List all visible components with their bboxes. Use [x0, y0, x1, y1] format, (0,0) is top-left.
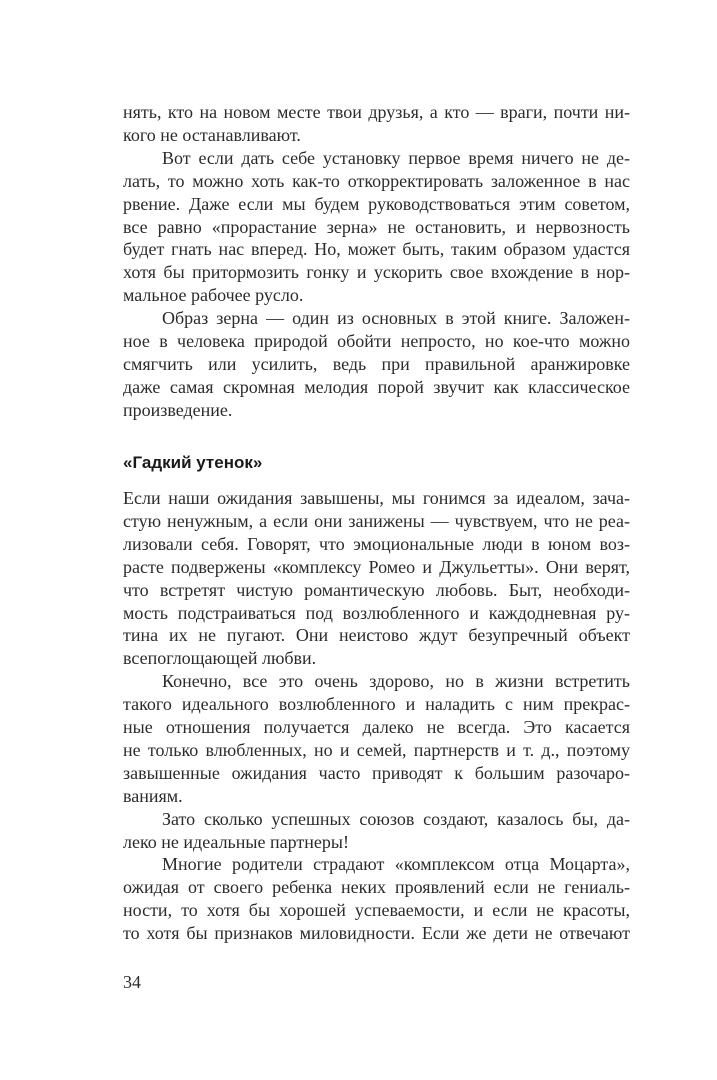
text-line: ваниям.: [123, 785, 183, 806]
text-line: будет гнать нас вперед. Но, может быть, таким образом удастся: [123, 239, 630, 260]
text-line: Если наши ожидания завышены, мы гонимся за идеалом, зача-: [123, 488, 630, 508]
text-line: завышенные ожидания часто приводят к большим разочаро-: [123, 762, 630, 783]
text-line: леко не идеальные партнеры!: [123, 831, 349, 852]
text-line: кого не останавливают.: [123, 124, 301, 145]
text-line: стую ненужным, а если они занижены — чувствуем, что не реа-: [123, 510, 630, 531]
text-line: рвение. Даже если мы будем руководствоваться этим советом,: [123, 193, 630, 214]
text-line: мальное рабочее русло.: [123, 285, 304, 306]
text-line: то хотя бы признаков миловидности. Если же дети не отвечают: [123, 923, 630, 944]
text-line: все равно «прорастание зерна» не остановить, и нервозность: [123, 216, 630, 237]
text-line: хотя бы притормозить гонку и ускорить свое вхождение в нор-: [123, 262, 630, 283]
text-line: Конечно, все это очень здорово, но в жизни встретить: [162, 671, 630, 692]
text-line: такого идеального возлюбленного и наладить с ним прекрас-: [123, 694, 630, 715]
text-line: Многие родители страдают «комплексом отца Моцарта»,: [162, 854, 630, 875]
text-line: даже самая скромная мелодия порой звучит как классическое: [123, 376, 630, 397]
text-line: нять, кто на новом месте твои друзья, а кто — враги, почти ни-: [123, 102, 630, 122]
text-line: расте подвержены «комплексу Ромео и Джульетты». Они верят,: [123, 556, 630, 577]
page-number: 34: [123, 972, 141, 992]
section-heading: «Гадкий утенок»: [123, 453, 263, 472]
text-line: всепоглощающей любви.: [123, 648, 317, 669]
text-line: ности, то хотя бы хорошей успеваемости, и если не красоты,: [123, 900, 630, 921]
text-line: Зато сколько успешных союзов создают, казалось бы, да-: [162, 808, 630, 829]
text-line: лать, то можно хоть как-то откорректировать заложенное в нас: [123, 170, 630, 191]
text-line: произведение.: [123, 399, 233, 420]
text-line: не только влюбленных, но и семей, партнерств и т. д., поэтому: [123, 739, 630, 760]
text-line: смягчить или усилить, ведь при правильной аранжировке: [123, 353, 630, 374]
text-line: что встретят чистую романтическую любовь. Быт, необходи-: [123, 579, 630, 600]
text-line: ное в человека природой обойти непросто, но кое-что можно: [123, 331, 630, 351]
text-line: мость подстраиваться под возлюбленного и каждодневная ру-: [123, 602, 630, 623]
text-line: ожидая от своего ребенка неких проявлений если не гениаль-: [123, 877, 630, 898]
text-line: Образ зерна — один из основных в этой книге. Заложен-: [162, 308, 630, 329]
text-line: ные отношения получается далеко не всегда. Это касается: [123, 717, 630, 737]
text-line: лизовали себя. Говорят, что эмоциональные люди в юном воз-: [123, 533, 630, 554]
text-line: Вот если дать себе установку первое время ничего не де-: [162, 147, 630, 168]
text-line: тина их не пугают. Они неистово ждут безупречный объект: [123, 625, 630, 646]
